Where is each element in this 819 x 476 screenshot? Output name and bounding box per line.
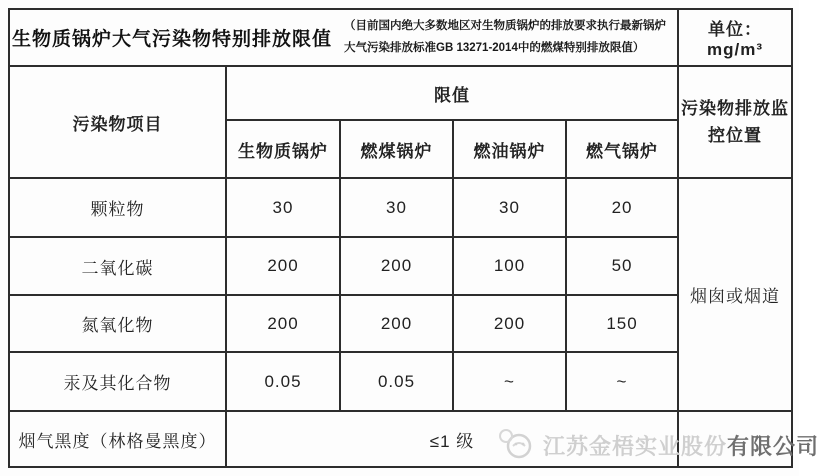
value-co2-oil: 100 <box>453 237 566 295</box>
value-nox-coal: 200 <box>340 295 453 352</box>
row-name-co2: 二氧化碳 <box>9 237 226 295</box>
column-header-gas-boiler: 燃气锅炉 <box>566 120 678 178</box>
column-header-monitor-position: 污染物排放监控位置 <box>678 66 792 178</box>
value-mercury-biomass: 0.05 <box>226 352 340 411</box>
value-nox-oil: 200 <box>453 295 566 352</box>
table-row <box>9 237 792 295</box>
row-name-nox: 氮氧化物 <box>9 295 226 352</box>
row-name-particulate: 颗粒物 <box>9 178 226 237</box>
unit-label: 单位：mg/m³ <box>678 9 792 66</box>
page-title: 生物质锅炉大气污染物特别排放限值 <box>12 29 333 50</box>
value-co2-coal: 200 <box>340 237 453 295</box>
table-row <box>9 411 792 467</box>
column-header-limit-value: 限值 <box>226 66 678 120</box>
title-cell <box>9 9 678 66</box>
value-particulate-biomass: 30 <box>226 178 340 237</box>
value-mercury-coal: 0.05 <box>340 352 453 411</box>
value-co2-gas: 50 <box>566 237 678 295</box>
table-row <box>9 352 792 411</box>
company-name-watermark: 江苏金梧实业股份有限公司 <box>543 434 819 459</box>
monitor-location-cell: 烟囱或烟道 <box>678 178 792 411</box>
value-co2-biomass: 200 <box>226 237 340 295</box>
row-name-smoke-blackness: 烟气黑度（林格曼黑度） <box>9 411 226 467</box>
table-row <box>9 178 792 237</box>
table-row <box>9 295 792 352</box>
bottom-right-empty-cell <box>678 411 792 467</box>
value-nox-gas: 150 <box>566 295 678 352</box>
value-smoke-blackness: ≤1 级 <box>226 411 678 467</box>
value-particulate-coal: 30 <box>340 178 453 237</box>
column-header-biomass-boiler: 生物质锅炉 <box>226 120 340 178</box>
value-nox-biomass: 200 <box>226 295 340 352</box>
column-header-pollutant-item: 污染物项目 <box>9 66 226 178</box>
column-header-oil-boiler: 燃油锅炉 <box>453 120 566 178</box>
value-particulate-gas: 20 <box>566 178 678 237</box>
row-name-mercury: 汞及其化合物 <box>9 352 226 411</box>
title-note: （目前国内绝大多数地区对生物质锅炉的排放要求执行最新锅炉大气污染排放标准GB 13271-2014中的燃煤特别排放限值） <box>344 19 667 54</box>
value-mercury-gas: ~ <box>566 352 678 411</box>
value-particulate-oil: 30 <box>453 178 566 237</box>
value-mercury-oil: ~ <box>453 352 566 411</box>
emission-limits-table <box>8 8 793 468</box>
column-header-coal-boiler: 燃煤锅炉 <box>340 120 453 178</box>
